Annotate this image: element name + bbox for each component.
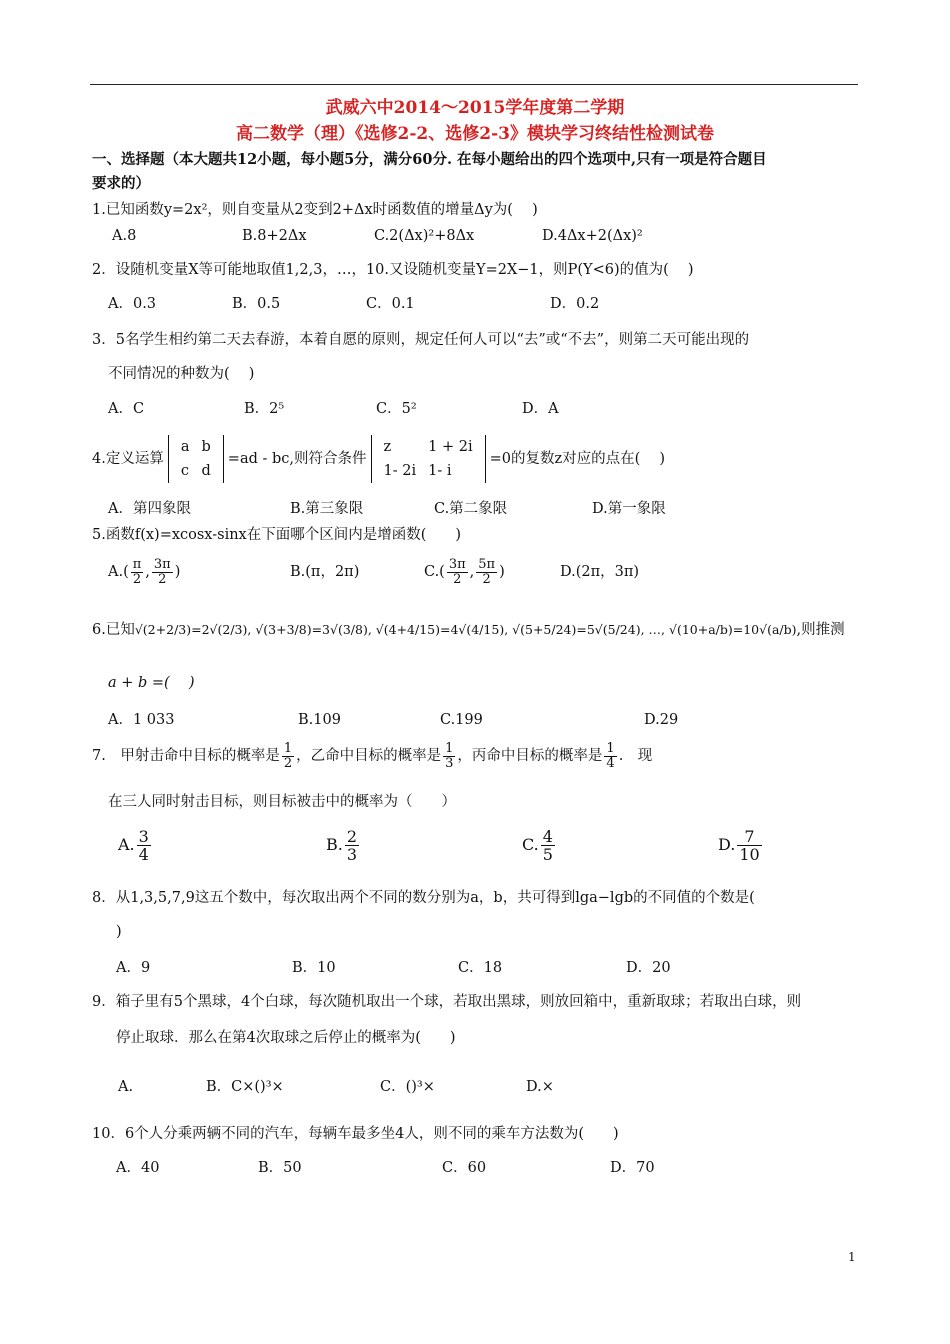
q5-c-frac1 <box>447 558 468 587</box>
q7-stem-d: . 现 <box>618 748 653 764</box>
q4-det2-cell: 1- i <box>428 463 452 479</box>
q4-middle: 则符合条件 <box>294 451 367 467</box>
q4-det1-cell: a <box>180 439 190 455</box>
question-7-stem <box>92 736 652 776</box>
q1-option-a: A.8 <box>112 228 137 244</box>
q4-det2-cell: 1- 2i <box>383 463 417 479</box>
q10-option-d: D．70 <box>610 1160 655 1176</box>
q5-c-label: C.( <box>424 564 445 580</box>
question-10-stem: 10．6个人分乘两辆不同的汽车，每辆车最多坐4人，则不同的乘车方法数为( ) <box>92 1126 619 1142</box>
fraction-denominator: 3 <box>346 845 358 864</box>
question-7-stem-cont: 在三人同时射击目标，则目标被击中的概率为（ ） <box>108 794 456 810</box>
q6-prefix: 6.已知 <box>92 622 135 638</box>
q10-option-a: A．40 <box>116 1160 160 1176</box>
q7-a-frac <box>137 828 151 863</box>
q5-c-end: ) <box>499 564 505 580</box>
fraction-numerator: 1 <box>606 740 615 756</box>
q6-option-d: D.29 <box>644 712 679 728</box>
fraction-numerator: π <box>132 556 142 572</box>
q10-option-c: C．60 <box>442 1160 487 1176</box>
q1-option-c: C.2(Δx)²+8Δx <box>374 228 475 244</box>
q2-option-a: A．0.3 <box>108 296 157 312</box>
q7-a-label: A. <box>118 835 135 854</box>
q5-a-end: ) <box>174 564 181 580</box>
q5-a-frac2 <box>152 558 173 587</box>
section-heading: 一、选择题（本大题共12小题，每小题5分，满分60分. 在每小题给出的四个选项中,只有一项是符合题目 <box>92 151 767 168</box>
question-1-stem: 1.已知函数y=2x²，则自变量从2变到2+Δx时函数值的增量Δy为( ) <box>92 202 538 218</box>
question-8-stem: 8．从1,3,5,7,9这五个数中，每次取出两个不同的数分别为a，b，共可得到lga−lgb的不同值的个数是( <box>92 890 755 906</box>
fraction-numerator: 3π <box>153 556 171 572</box>
fraction-denominator: 5 <box>542 845 553 864</box>
q4-prefix: 4.定义运算 <box>92 451 164 467</box>
q7-prob-bing <box>604 742 616 771</box>
question-5-stem: 5.函数f(x)=xcosx-sinx在下面哪个区间内是增函数( ) <box>92 527 462 543</box>
q7-b-frac <box>345 828 359 863</box>
q7-d-label: D. <box>718 835 736 854</box>
q4-option-a: A．第四象限 <box>108 501 191 517</box>
q4-option-d: D.第一象限 <box>592 501 666 517</box>
exam-title-line1: 武威六中2014～2015学年度第二学期 <box>325 98 625 118</box>
q7-prob-jia <box>282 742 294 771</box>
q2-option-c: C．0.1 <box>366 296 415 312</box>
question-6-stem-cont: a + b =( ) <box>108 675 195 691</box>
question-2-stem: 2．设随机变量X等可能地取值1,2,3，…，10.又设随机变量Y=2X−1，则P(Y<6)的值为( ) <box>92 262 694 278</box>
q7-option-d <box>718 826 764 864</box>
q4-det1-result: =ad - bc, <box>227 451 295 467</box>
q8-option-d: D．20 <box>626 960 671 976</box>
q7-stem-c: ，丙命中目标的概率是 <box>457 748 603 764</box>
q7-option-b <box>326 826 361 864</box>
q5-option-d: D.(2π，3π) <box>560 564 640 580</box>
fraction-numerator: 2 <box>346 827 358 846</box>
q3-option-b: B．2⁵ <box>244 401 285 417</box>
q6-suffix: ,则推测 <box>796 622 845 638</box>
q10-option-b: B．50 <box>258 1160 302 1176</box>
q7-c-frac <box>541 828 555 863</box>
q5-option-c: C.( $\frac{3\pi}{2}$ , $\frac{5\pi}{2}$ ) <box>424 556 505 587</box>
fraction-denominator: 4 <box>138 845 149 864</box>
exam-title-line2: 高二数学（理）《选修2-2、选修2-3》模块学习终结性检测试卷 <box>236 124 714 144</box>
q6-option-b: B.109 <box>298 712 341 728</box>
q3-option-c: C．5² <box>376 401 417 417</box>
fraction-numerator: 3 <box>138 827 149 846</box>
fraction-numerator: 4 <box>542 827 553 846</box>
q9-option-b: B．C×()³× <box>206 1079 284 1095</box>
q3-option-a: A．C <box>108 401 145 417</box>
q4-det2-cell: 1 + 2i <box>428 439 473 455</box>
q3-option-d: D．A <box>522 401 559 417</box>
q7-c-label: C. <box>522 835 539 854</box>
q7-stem-a: 7. 甲射击命中目标的概率是 <box>92 748 280 764</box>
fraction-denominator: 2 <box>132 571 142 587</box>
q4-option-b: B.第三象限 <box>290 501 364 517</box>
top-rule <box>90 84 858 85</box>
fraction-numerator: 7 <box>737 828 761 846</box>
q5-a-frac1 <box>131 558 144 587</box>
fraction-numerator: 1 <box>283 740 293 756</box>
q9-option-c: C．()³× <box>380 1079 435 1095</box>
q7-option-c <box>522 826 557 864</box>
q6-formula: √(2+2/3)=2√(2/3), √(3+3/8)=3√(3/8), √(4+4/15)=4√(4/15), √(5+5/24)=5√(5/24), …, √(10+a/b)=10√(a/b) <box>134 622 797 637</box>
q5-a-label: A.( <box>108 564 129 580</box>
q7-b-label: B. <box>326 835 343 854</box>
q7-stem-b: ，乙命中目标的概率是 <box>296 748 442 764</box>
question-8-stem-cont: ) <box>116 924 122 940</box>
q8-option-a: A．9 <box>116 960 151 976</box>
q5-c-frac2 <box>476 558 497 587</box>
section-heading-cont: 要求的） <box>92 175 150 192</box>
q4-det1-cell: b <box>201 439 211 455</box>
q7-option-a <box>118 826 153 864</box>
q9-option-a: A. <box>118 1079 134 1095</box>
q2-option-d: D．0.2 <box>550 296 600 312</box>
question-3-stem-cont: 不同情况的种数为( ) <box>108 366 255 382</box>
fraction-denominator: 4 <box>606 755 615 771</box>
q4-option-c: C.第二象限 <box>434 501 508 517</box>
q4-det1-cell: c <box>180 463 189 479</box>
q5-option-b: B.(π，2π) <box>290 564 360 580</box>
question-4-stem <box>92 434 665 486</box>
q4-det1-cell: d <box>201 463 211 479</box>
question-6-stem <box>92 620 845 640</box>
q4-determinant-1 <box>168 435 224 483</box>
fraction-denominator: 2 <box>453 571 462 587</box>
fraction-denominator: 2 <box>158 571 167 587</box>
fraction-denominator: 2 <box>283 755 293 771</box>
q4-det2-result: =0 <box>489 451 511 467</box>
q1-option-d: D.4Δx+2(Δx)² <box>542 228 643 244</box>
q6-option-c: C.199 <box>440 712 483 728</box>
question-3-stem: 3．5名学生相约第二天去春游，本着自愿的原则，规定任何人可以“去”或“不去”，则第二天可能出现的 <box>92 332 750 348</box>
q7-d-frac <box>737 828 761 863</box>
q6-option-a: A．1 033 <box>108 712 175 728</box>
q7-prob-yi <box>443 742 455 771</box>
fraction-denominator: 3 <box>445 755 454 771</box>
fraction-numerator: 5π <box>478 556 496 572</box>
q5-option-a: A.( $\frac{\pi}{2}$ , $\frac{3\pi}{2}$ ) <box>108 556 181 587</box>
q2-option-b: B．0.5 <box>232 296 281 312</box>
q8-option-c: C．18 <box>458 960 503 976</box>
q1-option-b: B.8+2Δx <box>242 228 307 244</box>
q8-option-b: B．10 <box>292 960 336 976</box>
fraction-denominator: 2 <box>482 571 491 587</box>
fraction-denominator: 10 <box>739 845 760 864</box>
fraction-numerator: 3π <box>448 556 466 572</box>
q4-determinant-2 <box>371 435 486 483</box>
question-9-stem-cont: 停止取球．那么在第4次取球之后停止的概率为( ) <box>116 1030 456 1046</box>
q4-suffix: 的复数z对应的点在( ) <box>510 451 666 467</box>
q9-option-d: D.× <box>526 1079 554 1095</box>
page-number: 1 <box>848 1250 856 1264</box>
question-9-stem: 9．箱子里有5个黑球，4个白球，每次随机取出一个球，若取出黑球，则放回箱中，重新取球；若取出白球，则 <box>92 994 802 1010</box>
q4-det2-cell: z <box>383 439 392 455</box>
fraction-numerator: 1 <box>445 740 454 756</box>
